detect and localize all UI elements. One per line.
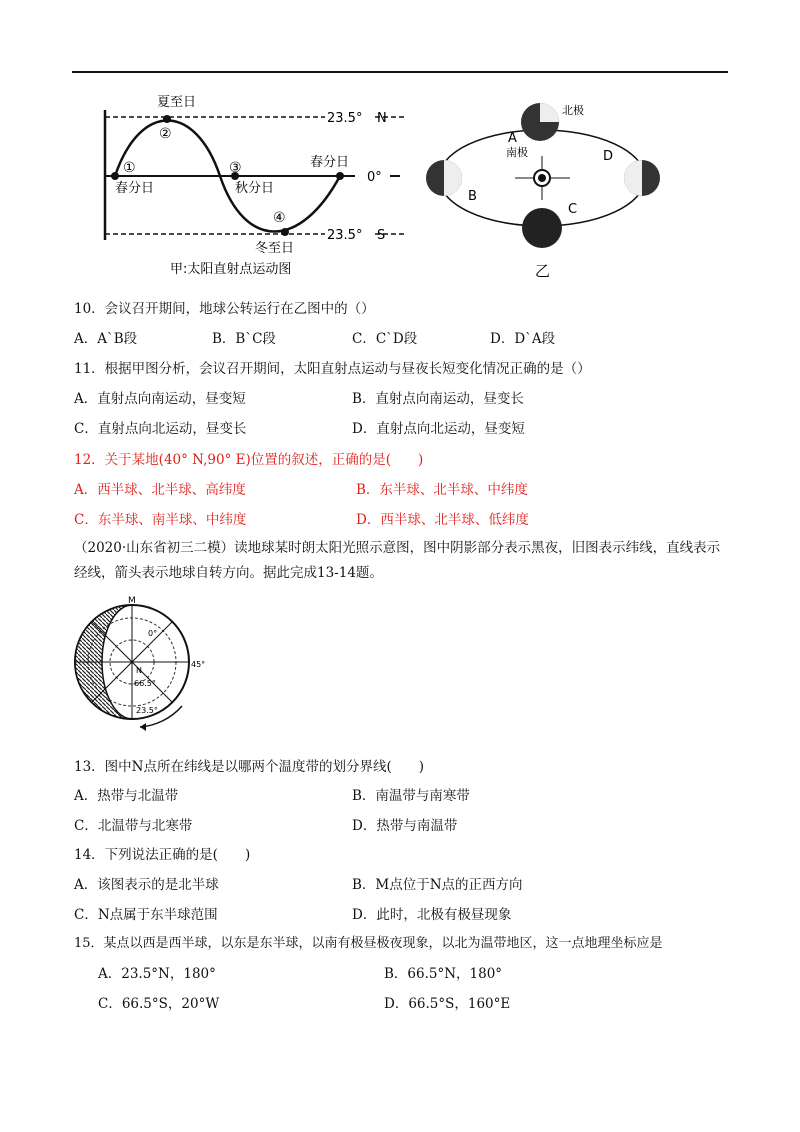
point-M: M — [128, 596, 136, 606]
q11-option-b: B．直射点向南运动，昼变长 — [352, 391, 524, 407]
q14-option-c: C．N点属于东半球范围 — [74, 907, 218, 923]
num-3: ③ — [229, 160, 242, 176]
q11-option-d: D．直射点向北运动，昼变短 — [352, 421, 525, 437]
earth-B — [426, 160, 462, 196]
intro-paragraph: （2020·山东省初三二模）读地球某时朗太阳光照示意图，图中阴影部分表示黑夜，旧图表示纬线，直线表示经线，箭头表示地球自转方向。据此完成13-14题。 — [74, 540, 721, 581]
earth-A — [521, 103, 559, 141]
q11-option-c: C．直射点向北运动，昼变长 — [74, 421, 247, 437]
lat-zero: 0° — [367, 170, 382, 185]
label-winter: 冬至日 — [255, 241, 295, 256]
figure-a-caption: 甲:太阳直射点运动图 — [170, 262, 292, 277]
q13-option-b: B．南温带与南寒带 — [352, 788, 470, 804]
q12-option-a: A．西半球、北半球、高纬度 — [74, 482, 246, 498]
q12-stem: 12．关于某地(40° N,90° E)位置的叙述，正确的是( ) — [74, 452, 424, 468]
north-pole-label: 北极 — [562, 104, 584, 117]
num-4: ④ — [273, 210, 286, 226]
q13-option-a: A．热带与北温带 — [74, 788, 179, 804]
q15-option-b: B．66.5°N，180° — [384, 966, 503, 982]
lat-north-dir: N — [377, 111, 387, 126]
q10-option-c: C．C`D段 — [352, 331, 418, 347]
label-spring-2: 春分日 — [310, 155, 350, 170]
q14-stem: 14．下列说法正确的是( ) — [74, 847, 251, 863]
num-1: ① — [123, 160, 136, 176]
q12-option-d: D．西半球、北半球、低纬度 — [356, 512, 529, 528]
label-66-5deg: 66.5° — [134, 679, 156, 688]
q10-option-b: B．B`C段 — [212, 331, 276, 347]
header-rule — [72, 71, 728, 73]
q11-stem: 11．根据甲图分析，会议召开期间，太阳直射点运动与昼夜长短变化情况正确的是（） — [74, 361, 591, 377]
q10-stem: 10．会议召开期间，地球公转运行在乙图中的（） — [74, 301, 375, 317]
lat-south-dir: S — [377, 228, 386, 243]
q15-stem: 15．某点以西是西半球，以东是东半球，以南有极昼极夜现象，以北为温带地区，这一点地理坐标应是 — [74, 936, 663, 951]
south-pole-label: 南极 — [506, 146, 528, 159]
label-spring: 春分日 — [115, 181, 155, 196]
q13-option-d: D．热带与南温带 — [352, 818, 458, 834]
earth-D — [624, 160, 660, 196]
label-23-5deg: 23.5° — [136, 706, 158, 715]
lat-south: 23.5° — [327, 228, 363, 243]
orbit-label-D: D — [603, 149, 614, 164]
q14-option-a: A．该图表示的是北半球 — [74, 877, 219, 893]
q15-option-a: A．23.5°N，180° — [98, 966, 216, 982]
orbit-label-C: C — [568, 202, 578, 217]
figure-orbit — [420, 96, 670, 281]
orbit-label-B: B — [468, 189, 477, 204]
point-N: N — [136, 666, 142, 675]
label-45deg: 45° — [191, 660, 206, 669]
q12-option-b: B．东半球、北半球、中纬度 — [356, 482, 528, 498]
q11-option-a: A．直射点向南运动，昼变短 — [74, 391, 246, 407]
earth-C — [522, 208, 562, 248]
q14-option-d: D．此时，北极有极昼现象 — [352, 907, 512, 923]
label-autumn: 秋分日 — [235, 181, 275, 196]
figure-b-caption: 乙 — [535, 262, 551, 280]
label-summer: 夏至日 — [157, 95, 197, 110]
figure-solar-path — [95, 92, 415, 282]
figure-illumination — [70, 594, 220, 734]
label-0deg: 0° — [148, 629, 158, 638]
q12-option-c: C．东半球、南半球、中纬度 — [74, 512, 247, 528]
orbit-label-A: A — [508, 131, 517, 146]
q13-stem: 13．图中N点所在纬线是以哪两个温度带的划分界线( ) — [74, 759, 425, 775]
q10-option-a: A．A`B段 — [74, 331, 138, 347]
q10-option-d: D．D`A段 — [490, 331, 556, 347]
lat-north: 23.5° — [327, 111, 363, 126]
q15-option-c: C．66.5°S，20°W — [98, 996, 220, 1012]
q14-option-b: B．M点位于N点的正西方向 — [352, 877, 523, 893]
q15-option-d: D．66.5°S，160°E — [384, 996, 511, 1012]
num-2: ② — [159, 126, 172, 142]
q13-option-c: C．北温带与北寒带 — [74, 818, 193, 834]
